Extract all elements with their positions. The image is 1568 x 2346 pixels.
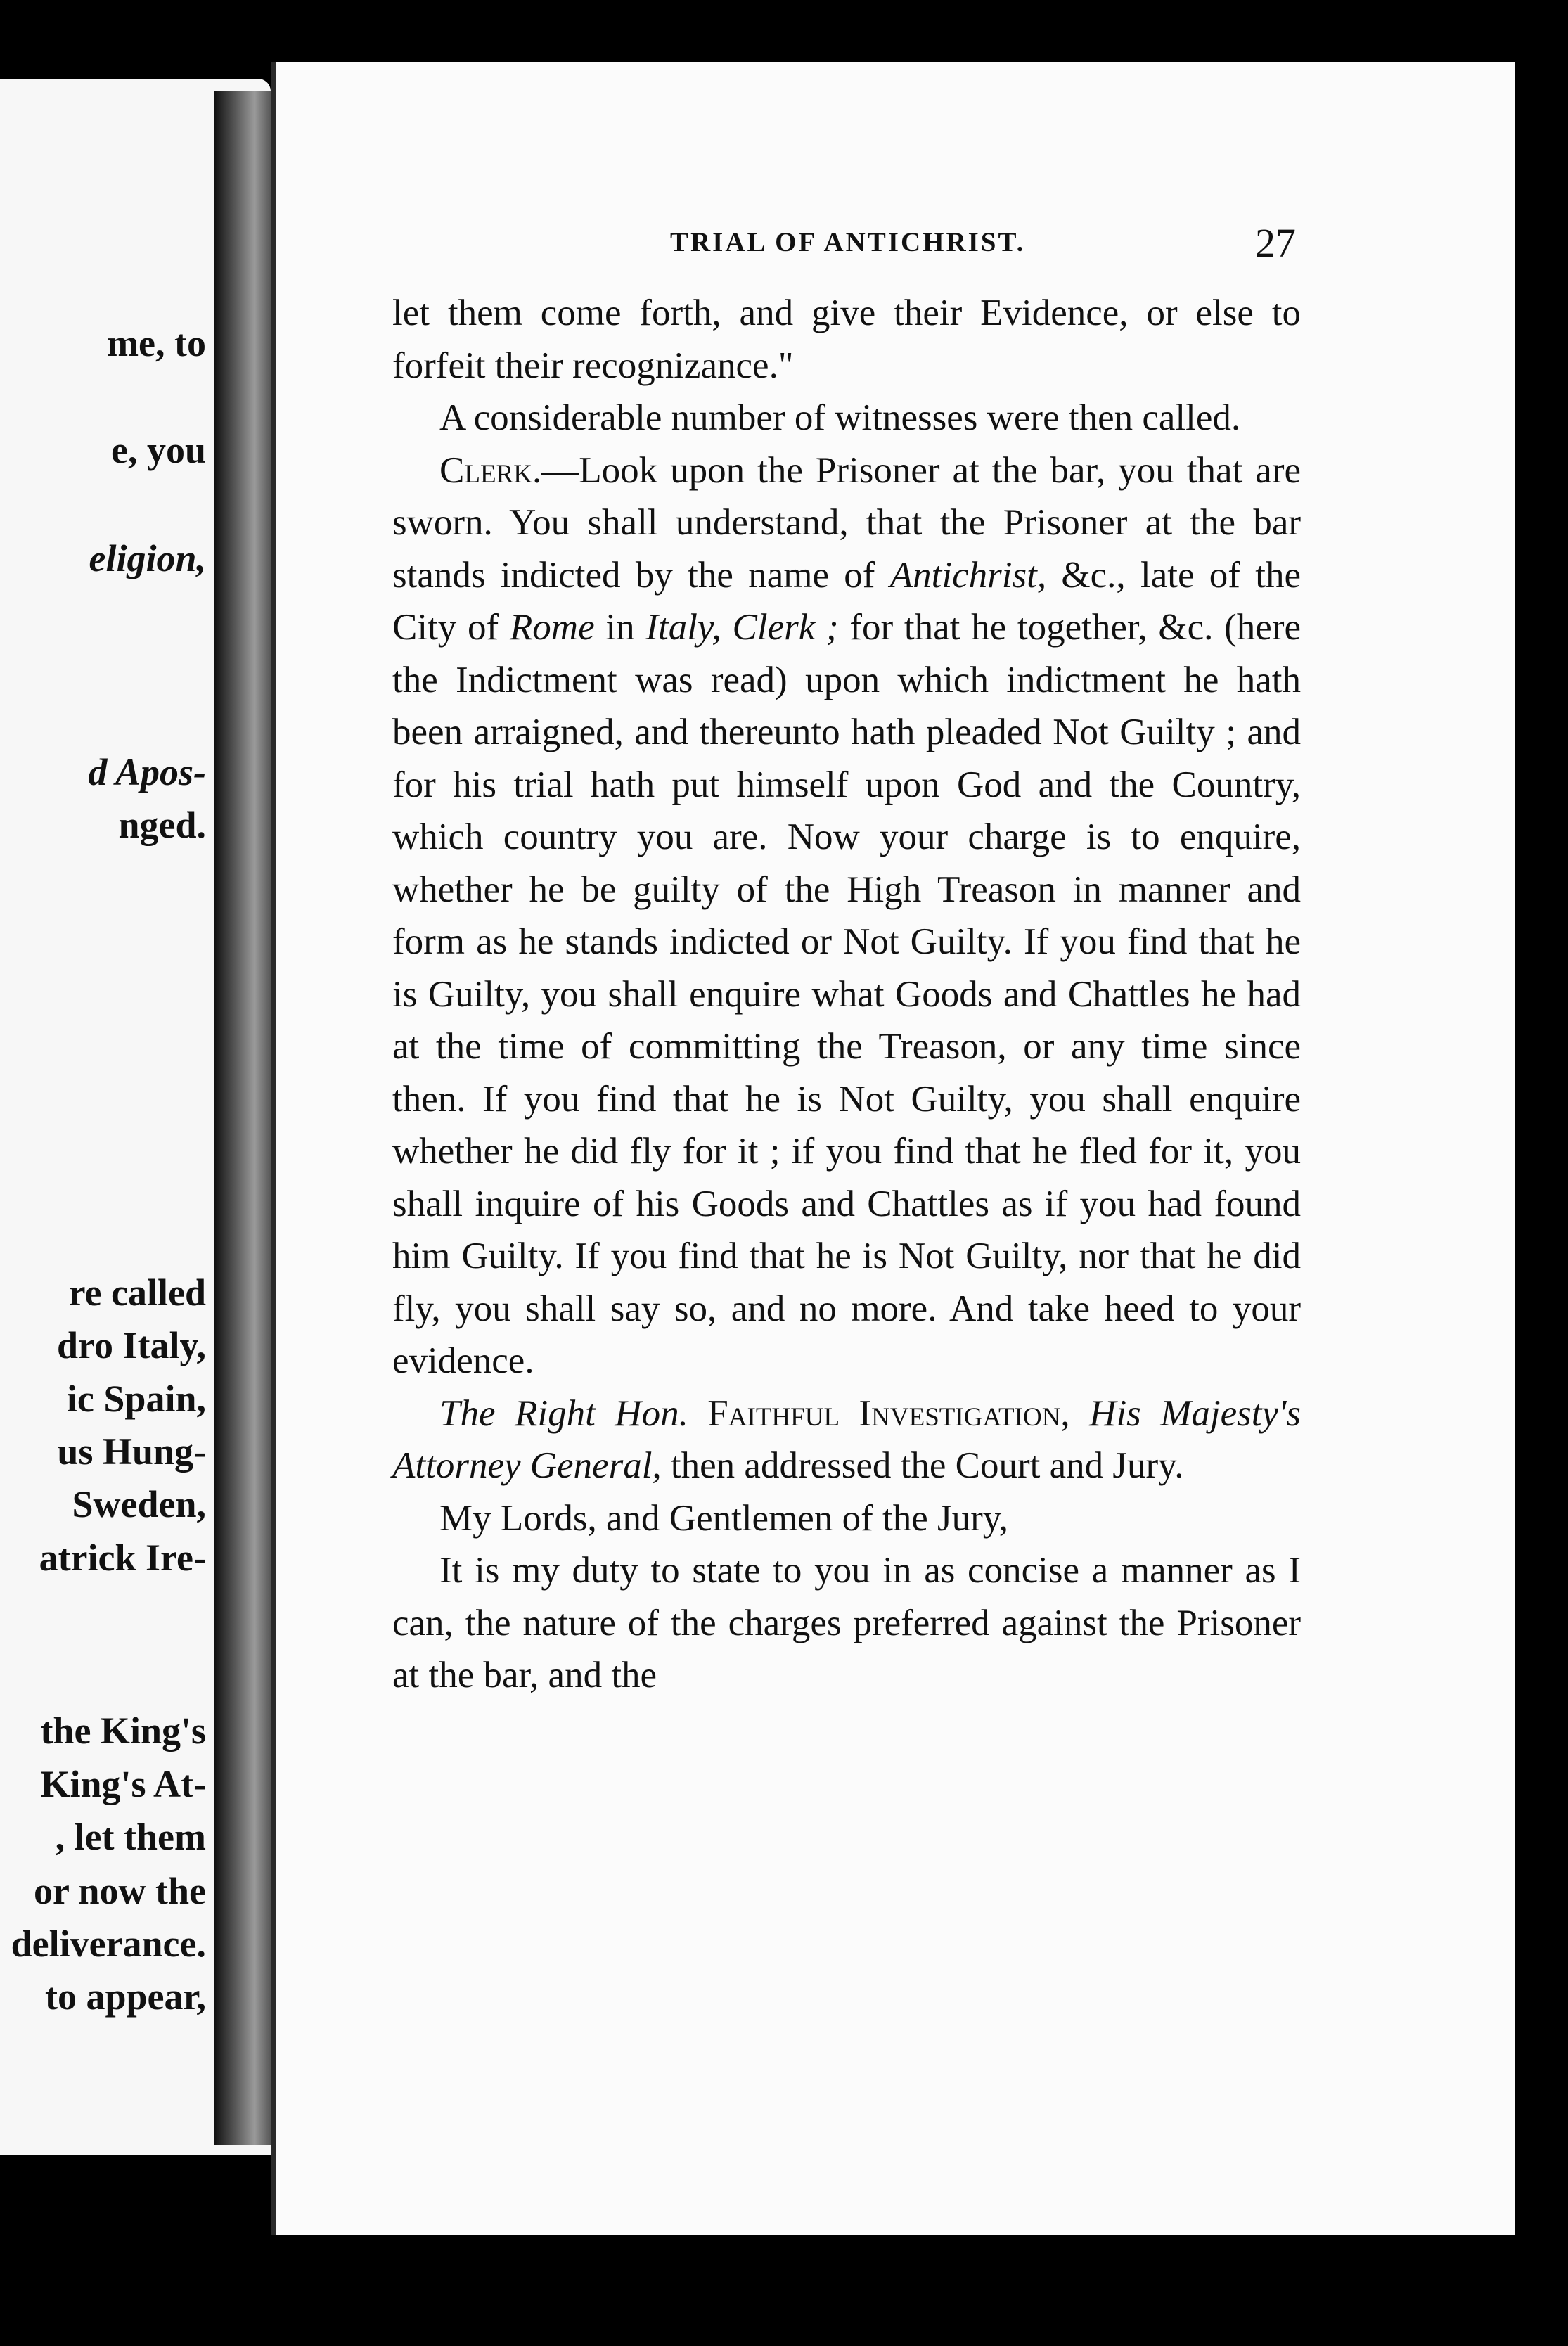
italic-run: Antichrist, <box>889 554 1047 596</box>
left-line: the King's <box>40 1710 206 1752</box>
paragraph: It is my duty to state to you in as concise a manner as I can, the nature of the charges preferred against the Prisoner at the bar, and the <box>392 1550 1301 1696</box>
left-line: d Apos- <box>88 751 206 793</box>
page-number: 27 <box>1255 220 1296 266</box>
italic-run: Rome <box>509 607 595 648</box>
running-title: TRIAL OF ANTICHRIST. <box>670 227 1026 257</box>
right-page <box>271 62 1515 2235</box>
italic-run: Italy, Clerk ; <box>645 607 839 648</box>
paragraph <box>392 1387 1301 1492</box>
left-line: re called <box>68 1271 206 1314</box>
left-line: dro Italy, <box>56 1324 206 1366</box>
paragraph: A considerable number of witnesses were then called. <box>439 397 1241 438</box>
italic-run: His Majesty's Attorney General, <box>392 1392 1302 1486</box>
text-run: for that he together, &c. (here the Indictment was read) upon which indictment he hath been arraigned, and thereunto hath pleaded Not Guilty ; and for his trial hath put himself upon God and the Country, which country you are. Now your charge is to enquire, whether he be guilty of the High Treason in manner and form as he stands indicted or Not Guilty. If you find that he is Guilty, you shall enquire what Goods and Chattles he had at the time of committing the Treason, or any time since then. If you find that he is Not Guilty, you shall enquire whether he did fly for it ; if you find that he fled for it, you shall inquire of his Goods and Chattles as if you had found him Guilty. If you find that he is Not Guilty, nor that he did fly, you shall say so, and no more. And take heed to your evidence. <box>392 607 1301 1381</box>
italic-run: The Right Hon. <box>439 1392 688 1434</box>
left-line: , let them <box>55 1816 206 1858</box>
left-line: nged. <box>118 804 206 846</box>
left-line: Sweden, <box>72 1483 206 1525</box>
paragraph: let them come forth, and give their Evidence, or else to forfeit their recognizance." <box>392 293 1301 386</box>
left-line: me, to <box>107 322 206 364</box>
left-line: us Hung- <box>57 1430 206 1473</box>
left-line: deliverance. <box>11 1923 206 1965</box>
left-line: eligion, <box>89 537 206 579</box>
left-line: to appear, <box>44 1975 206 2018</box>
text-run: &c., late of the City of <box>392 554 1301 648</box>
left-line: ic Spain, <box>66 1378 206 1420</box>
body-text <box>392 287 1301 1702</box>
speaker-label: Clerk. <box>439 449 542 491</box>
left-line: or now the <box>33 1870 206 1912</box>
paragraph: My Lords, and Gentlemen of the Jury, <box>439 1497 1009 1539</box>
paragraph <box>392 444 1301 1387</box>
left-line: King's At- <box>40 1763 206 1805</box>
left-line: atrick Ire- <box>39 1537 206 1579</box>
text-run: —Look upon the Prisoner at the bar, you that are sworn. You shall understand, that the Prisoner at the bar stands indicted by the name of <box>392 449 1301 596</box>
smallcaps-run: Faithful Investigation, <box>688 1392 1070 1434</box>
text-run: in <box>594 607 646 648</box>
left-line: e, you <box>111 429 206 471</box>
text-run: then addressed the Court and Jury. <box>661 1445 1184 1486</box>
